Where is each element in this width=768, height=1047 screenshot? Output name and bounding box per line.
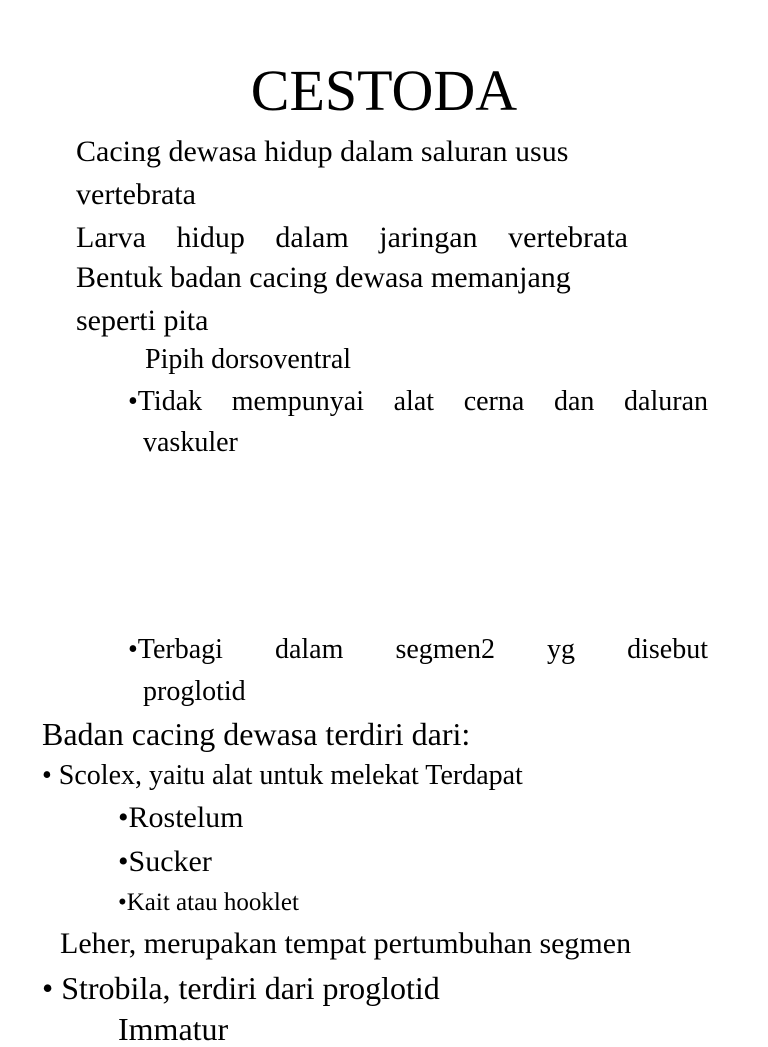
text-line: Leher, merupakan tempat pertumbuhan segmen — [60, 927, 632, 960]
bullet-item: • Strobila, terdiri dari proglotid — [42, 970, 440, 1006]
bullet-item: •Kait atau hooklet — [118, 889, 299, 916]
text-line: Immatur — [118, 1011, 229, 1047]
page-title: CESTODA — [250, 58, 518, 123]
bullet-item: •Sucker — [118, 845, 212, 878]
text-line: Larva hidup dalam jaringan vertebrata — [76, 221, 628, 254]
bullet-item: •Rostelum — [118, 801, 244, 834]
bullet-item: •Terbagi dalam segmen2 yg disebut — [128, 634, 708, 665]
section-heading: Badan cacing dewasa terdiri dari: — [42, 716, 471, 752]
text-line: seperti pita — [76, 304, 209, 337]
bullet-item: •Tidak mempunyai alat cerna dan daluran — [128, 386, 708, 417]
text-line: vaskuler — [143, 427, 238, 458]
text-line: Bentuk badan cacing dewasa memanjang — [76, 261, 571, 294]
text-line: Pipih dorsoventral — [145, 344, 352, 375]
text-line: vertebrata — [76, 178, 196, 211]
bullet-item: • Scolex, yaitu alat untuk melekat Terdapat — [42, 760, 523, 791]
text-line: Cacing dewasa hidup dalam saluran usus — [76, 135, 569, 168]
text-line: proglotid — [143, 676, 246, 707]
